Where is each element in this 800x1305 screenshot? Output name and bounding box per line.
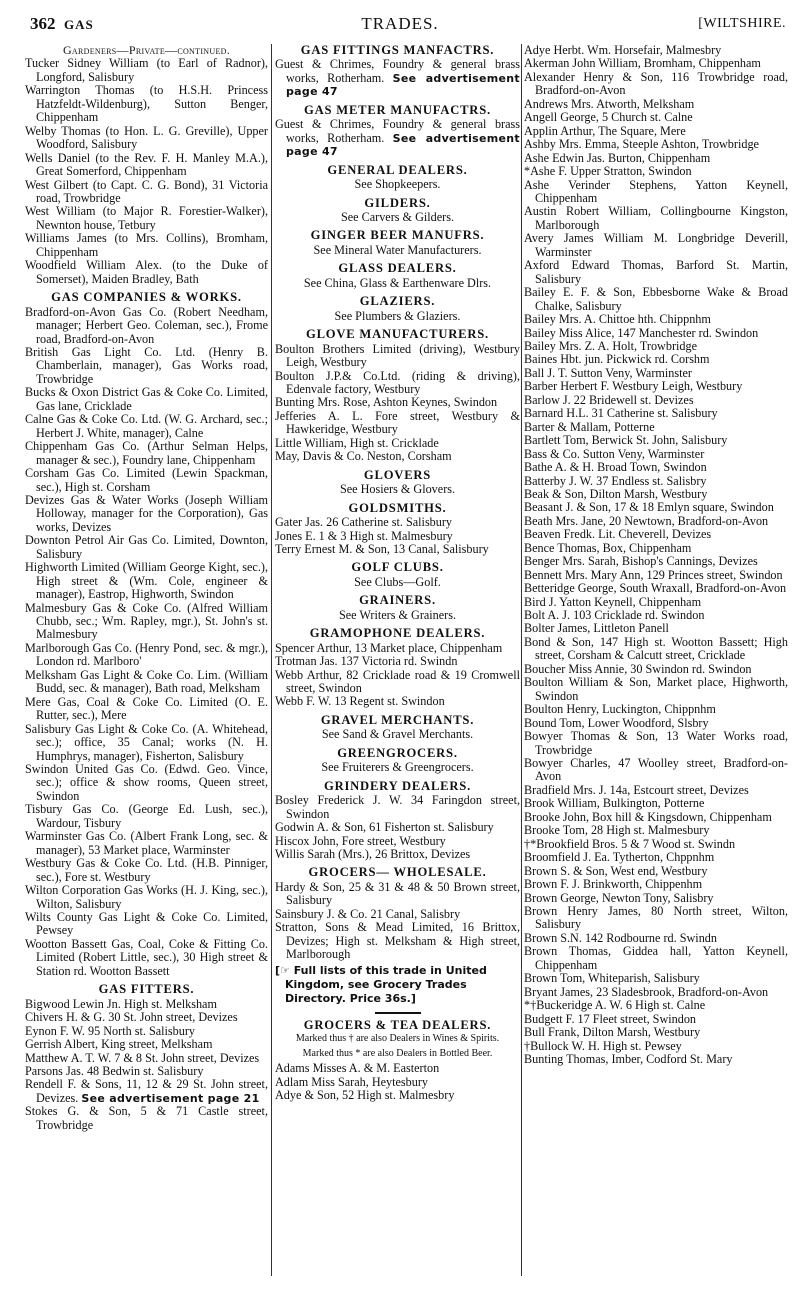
directory-entry: †Bullock W. H. High st. Pewsey (524, 1038, 682, 1053)
directory-entry: Bailey E. F. & Son, Ebbesborne Wake & Broad Chalke, Salisbury (524, 285, 788, 313)
trade-heading: GROCERS— WHOLESALE. (308, 865, 487, 880)
directory-entry: Matthew A. T. W. 7 & 8 St. John street, Devizes (25, 1050, 260, 1065)
directory-entry: Brooke John, Box hill & Kingsdown, Chippenham (524, 809, 772, 824)
trade-heading: GREENGROCERS. (337, 745, 458, 760)
directory-entry: Bolt A. J. 103 Cricklade rd. Swindon (524, 608, 705, 623)
cross-reference: See China, Glass & Earthenware Dlrs. (303, 275, 492, 290)
entry-text: Guest & Chrimes, Foundry & general brass works, Rotherham. (275, 117, 520, 145)
directory-entry: Webb F. W. 13 Regent st. Swindon (275, 694, 445, 709)
directory-entry: Broomfield J. Ea. Tytherton, Chppnhm (524, 850, 715, 865)
directory-entry: Bunting Thomas, Imber, Codford St. Mary (524, 1051, 733, 1066)
trade-heading: GILDERS. (364, 195, 431, 210)
directory-entry: Corsham Gas Co. Limited (Lewin Spackman, sec.), High st. Corsham (25, 466, 268, 494)
directory-entry: Devizes Gas & Water Works (Joseph William Holloway, manager for the Corporation), Gas works, Devizes (25, 492, 268, 534)
directory-entry: Williams James (to Mrs. Collins), Bromham, Chippenham (25, 231, 268, 259)
directory-entry: Bigwood Lewin Jn. High st. Melksham (25, 996, 217, 1011)
directory-entry: Woodfield William Alex. (to the Duke of Somerset), Maiden Bradley, Bath (25, 258, 268, 286)
cross-reference: See Hosiers & Glovers. (339, 482, 456, 497)
directory-entry: Willis Sarah (Mrs.), 26 Brittox, Devizes (275, 847, 471, 862)
directory-entry: *†Buckeridge A. W. 6 High st. Calne (524, 998, 706, 1013)
column-divider (271, 44, 272, 1276)
directory-entry: Tisbury Gas Co. (George Ed. Lush, sec.), Wardour, Tisbury (25, 802, 268, 830)
trade-heading: GRINDERY DEALERS. (323, 778, 472, 793)
directory-entry: Bailey Mrs. A. Chittoe hth. Chippnhm (524, 312, 711, 327)
trade-heading: GAS FITTINGS MANFACTRS. (300, 43, 495, 57)
directory-entry: Bucks & Oxon District Gas & Coke Co. Limited, Gas lane, Cricklade (25, 385, 268, 413)
directory-entry: Stokes G. & Son, 5 & 71 Castle street, Trowbridge (25, 1104, 268, 1132)
directory-entry: Boucher Miss Annie, 30 Swindon rd. Swindon (524, 661, 752, 676)
directory-entry: Terry Ernest M. & Son, 13 Canal, Salisbury (275, 541, 489, 556)
directory-entry: Sainsbury J. & Co. 21 Canal, Salisbry (275, 906, 461, 921)
trade-heading: GLASS DEALERS. (338, 261, 457, 276)
directory-entry: Bowyer Thomas & Son, 13 Water Works road, Trowbridge (524, 729, 788, 757)
directory-entry: Adye Herbt. Wm. Horsefair, Malmesbry (524, 43, 722, 57)
directory-entry: Melksham Gas Light & Coke Co. Lim. (William Budd, sec. & manager), Bath road, Melksham (25, 667, 268, 696)
directory-entry: Boulton J.P.& Co.Ltd. (riding & driving), Edenvale factory, Westbury (275, 368, 520, 396)
county-label: [WILTSHIRE. (698, 16, 786, 31)
directory-entry: Beaven Fredk. Lit. Cheverell, Devizes (524, 527, 712, 542)
advertisement-reference: See advertisement page 47 (286, 71, 520, 99)
directory-entry: Gater Jas. 26 Catherine st. Salisbury (275, 515, 453, 530)
directory-entry: Budgett F. 17 Fleet street, Swindon (524, 1011, 697, 1026)
marking-note: Marked thus † are also Dealers in Wines & Spirits. (295, 1033, 500, 1045)
directory-entry: Welby Thomas (to Hon. L. G. Greville), Upper Woodford, Salisbury (25, 123, 268, 152)
directory-entry: Barnard H.L. 31 Catherine st. Salisbury (524, 406, 718, 421)
directory-entry: Tucker Sidney William (to Earl of Radnor), Longford, Salisbury (25, 56, 268, 84)
directory-entry: Brown S. & Son, West end, Westbury (524, 863, 708, 878)
advertisement-reference: See advertisement page 47 (286, 131, 520, 159)
directory-entry: *Ashe F. Upper Stratton, Swindon (524, 164, 692, 179)
directory-entry: Avery James William M. Longbridge Deverill, Warminster (524, 231, 788, 259)
directory-entry: May, Davis & Co. Neston, Corsham (275, 449, 452, 464)
directory-entry: Swindon United Gas Co. (Edwd. Geo. Vince, sec.); office & show rooms, Queen street, Swindon (25, 762, 268, 803)
trade-heading: GENERAL DEALERS. (327, 162, 468, 177)
directory-entry: Brown F. J. Brinkworth, Chippenhm (524, 877, 703, 892)
directory-entry: Bowyer Charles, 47 Woolley street, Bradford-on-Avon (524, 756, 788, 784)
trade-heading: GRAMOPHONE DEALERS. (309, 626, 486, 641)
directory-entry: Wells Daniel (to the Rev. F. H. Manley M.A.), Great Somerford, Chippenham (25, 150, 268, 179)
directory-entry: Spencer Arthur, 13 Market place, Chippenham (275, 640, 503, 655)
directory-entry: Stratton, Sons & Mead Limited, 16 Brittox, Devizes; High st. Melksham & High street, Marlborough (275, 920, 520, 962)
directory-entry: Austin Robert William, Collingbourne Kingston, Marlborough (524, 204, 788, 232)
cross-reference: See Clubs—Golf. (354, 574, 441, 589)
directory-entry: Brown Thomas, Giddea hall, Yatton Keynell, Chippenham (524, 944, 788, 972)
marking-note: Marked thus * are also Dealers in Bottled Beer. (302, 1047, 493, 1059)
directory-entry: Benger Mrs. Sarah, Bishop's Cannings, Devizes (524, 554, 758, 569)
entry-text: Guest & Chrimes, Foundry & general brass works, Rotherham. (275, 57, 520, 85)
directory-entry: Boulton William & Son, Market place, Highworth, Swindon (524, 675, 788, 703)
directory-entry: Bull Frank, Dilton Marsh, Westbury (524, 1025, 701, 1040)
directory-entry: Ashe Edwin Jas. Burton, Chippenham (524, 150, 711, 165)
directory-entry: Alexander Henry & Son, 116 Trowbridge road, Bradford-on-Avon (524, 69, 788, 98)
directory-entry: Bound Tom, Lower Woodford, Slsbry (524, 715, 709, 730)
directory-entry: Highworth Limited (William George Kight, sec.), High street & (Wm. Cole, engineer & manager), Eastrop, Highworth, Swindon (25, 560, 268, 602)
directory-entry: Brook William, Bulkington, Potterne (524, 796, 705, 811)
directory-entry: Bailey Miss Alice, 147 Manchester rd. Swindon (524, 325, 759, 340)
directory-entry: Applin Arthur, The Square, Mere (524, 123, 686, 138)
trade-heading: GLAZIERS. (359, 294, 436, 309)
advertisement-reference: See advertisement page 21 (81, 1091, 260, 1105)
directory-entry: Wilton Corporation Gas Works (H. J. King, sec.), Wilton, Salisbury (25, 883, 268, 911)
trade-heading: GLOVERS (363, 467, 432, 482)
directory-entry: West William (to Major R. Forestier-Walker), Newnton house, Tetbury (25, 204, 268, 232)
directory-entry: Salisbury Gas Light & Coke Co. (A. Whitehead, sec.); office, 35 Canal; works (N. H. Humphrys, manager), Fisherton, Salisbury (25, 721, 268, 763)
column-divider (521, 44, 522, 1276)
directory-entry: Brown Henry James, 80 North street, Wilton, Salisbury (524, 904, 788, 932)
directory-entry: Eynon F. W. 95 North st. Salisbury (25, 1023, 195, 1038)
directory-entry: Akerman John William, Bromham, Chippenham (524, 56, 761, 71)
directory-entry: Parsons Jas. 48 Bedwin st. Salisbury (25, 1063, 204, 1078)
directory-entry: Wootton Bassett Gas, Coal, Coke & Fitting Co. Limited (Robert Little, sec.), 30 High street & Station rd. Wootton Bassett (25, 936, 268, 978)
trade-heading: GRAINERS. (359, 593, 436, 608)
directory-entry: Bird J. Yatton Keynell, Chippenham (524, 594, 702, 609)
directory-entry: Bryant James, 23 Sladesbrook, Bradford-on-Avon (524, 984, 769, 999)
directory-entry: Axford Edward Thomas, Barford St. Martin, Salisbury (524, 258, 788, 286)
directory-entry: Mere Gas, Coal & Coke Co. Limited (O. E. Rutter, sec.), Mere (25, 694, 268, 723)
directory-entry: Batterby J. W. 37 Endless st. Salisbry (524, 473, 707, 488)
directory-entry: Brown Tom, Whiteparish, Salisbury (524, 971, 700, 986)
directory-entry: Bunting Mrs. Rose, Ashton Keynes, Swindon (275, 395, 498, 410)
directory-entry: Malmesbury Gas & Coke Co. (Alfred William Chubb, sec.; Wm. Rapley, mgr.), St. John's st. Malmesbury (25, 600, 268, 642)
directory-entry: Andrews Mrs. Atworth, Melksham (524, 96, 695, 111)
directory-entry (25, 1078, 268, 1105)
column-1 (25, 44, 268, 1132)
cross-reference: See Fruiterers & Greengrocers. (321, 760, 474, 775)
section-rule (375, 1012, 421, 1014)
directory-entry: Bradford-on-Avon Gas Co. (Robert Needham, manager; Herbert Geo. Coleman, sec.), Frome road, Bradford-on-Avon (25, 304, 268, 346)
directory-entry: †*Brookfield Bros. 5 & 7 Wood st. Swindn (524, 836, 736, 851)
directory-entry (275, 118, 520, 158)
page-number: 362 (30, 14, 56, 33)
directory-entry: Bosley Frederick J. W. 34 Faringdon street, Swindon (275, 793, 520, 821)
directory-entry: Ball J. T. Sutton Veny, Warminster (524, 365, 692, 380)
directory-entry: Bennett Mrs. Mary Ann, 129 Princes street, Swindon (524, 567, 783, 582)
trade-heading: GINGER BEER MANUFRS. (310, 228, 485, 243)
directory-entry (275, 58, 520, 98)
page-title: TRADES. (361, 14, 439, 33)
directory-entry: Hiscox John, Fore street, Westbury (275, 833, 446, 848)
directory-entry: Jefferies A. L. Fore street, Westbury & Hawkeridge, Westbury (275, 408, 520, 437)
directory-entry: Boulton Brothers Limited (driving), Westbury Leigh, Westbury (275, 341, 520, 370)
directory-entry: Brooke Tom, 28 High st. Malmesbury (524, 823, 710, 838)
directory-entry: Bond & Son, 147 High st. Wootton Bassett; High street, Corsham & Calcutt street, Cricklade (524, 634, 788, 663)
trade-heading: GRAVEL MERCHANTS. (320, 712, 475, 727)
directory-entry: British Gas Light Co. Ltd. (Henry B. Chamberlain, manager), Gas Works road, Trowbridge (25, 344, 268, 386)
cross-reference: See Sand & Gravel Merchants. (321, 727, 474, 742)
directory-entry: Wilts County Gas Light & Coke Co. Limited, Pewsey (25, 910, 268, 938)
directory-entry: Bailey Mrs. Z. A. Holt, Trowbridge (524, 338, 697, 353)
directory-entry: Brown George, Newton Tony, Salisbry (524, 890, 714, 905)
directory-entry: Barber Herbert F. Westbury Leigh, Westbury (524, 379, 743, 394)
directory-entry: Westbury Gas & Coke Co. Ltd. (H.B. Pinniger, sec.), Fore st. Westbury (25, 856, 268, 884)
directory-entry: Marlborough Gas Co. (Henry Pond, sec. & mgr.), London rd. Marlboro' (25, 640, 268, 669)
directory-entry: Jones E. 1 & 3 High st. Malmesbury (275, 528, 453, 543)
directory-entry: Warrington Thomas (to H.S.H. Princess Hatzfeldt-Wildenburg), Sutton Benger, Chippenham (25, 83, 268, 125)
trade-heading: GAS COMPANIES & WORKS. (51, 290, 242, 305)
directory-entry: Brown S.N. 142 Rodbourne rd. Swindn (524, 930, 717, 945)
directory-entry: Ashe Verinder Stephens, Yatton Keynell, Chippenham (524, 177, 788, 205)
cross-reference: See Mineral Water Manufacturers. (313, 242, 482, 257)
directory-entry: Beasant J. & Son, 17 & 18 Emlyn square, Swindon (524, 500, 774, 515)
directory-entry: Webb Arthur, 82 Cricklade road & 19 Cromwell street, Swindon (275, 667, 520, 696)
directory-entry: Barlow J. 22 Bridewell st. Devizes (524, 392, 694, 407)
cross-reference: See Plumbers & Glaziers. (334, 308, 461, 323)
directory-entry: Chivers H. & G. 30 St. John street, Devizes (25, 1010, 238, 1025)
directory-entry: Trotman Jas. 137 Victoria rd. Swindn (275, 654, 458, 669)
trade-heading: GOLDSMITHS. (348, 500, 447, 515)
directory-entry: Godwin A. & Son, 61 Fisherton st. Salisbury (275, 820, 494, 835)
directory-entry: Adams Misses A. & M. Easterton (275, 1061, 440, 1076)
directory-entry: Bass & Co. Sutton Veny, Warminster (524, 446, 705, 461)
directory-entry: Adye & Son, 52 High st. Malmesbry (275, 1088, 455, 1102)
column-2 (275, 44, 520, 1102)
directory-entry: Boulton Henry, Luckington, Chippnhm (524, 702, 716, 717)
directory-entry: Angell George, 5 Church st. Calne (524, 110, 693, 125)
trade-heading: GOLF CLUBS. (351, 560, 444, 575)
directory-entry: Barter & Mallam, Potterne (524, 419, 655, 434)
continued-heading: Gardeners—Private—continued. (62, 43, 231, 57)
entry-text: Rendell F. & Sons, 11, 12 & 29 St. John street, Devizes. (25, 1077, 268, 1105)
trade-heading: GROCERS & TEA DEALERS. (303, 1017, 492, 1032)
column-3 (524, 44, 788, 1066)
directory-entry: West Gilbert (to Capt. C. G. Bond), 31 Victoria road, Trowbridge (25, 177, 268, 205)
directory-entry: Bathe A. & H. Broad Town, Swindon (524, 460, 707, 475)
cross-reference: See Shopkeepers. (354, 177, 441, 192)
directory-entry: Betteridge George, South Wraxall, Bradford-on-Avon (524, 581, 787, 596)
trade-heading: GLOVE MANUFACTURERS. (306, 327, 489, 342)
directory-entry: Bartlett Tom, Berwick St. John, Salisbury (524, 433, 728, 448)
directory-entry: Baines Hbt. jun. Pickwick rd. Corshm (524, 352, 710, 367)
directory-entry: Beak & Son, Dilton Marsh, Westbury (524, 486, 708, 501)
directory-entry: Bolter James, Littleton Panell (524, 621, 669, 636)
directory-entry: Adlam Miss Sarah, Heytesbury (275, 1074, 428, 1089)
trade-heading: GAS METER MANUFACTRS. (304, 102, 491, 117)
advertisement-note: [☞ Full lists of this trade in United Kingdom, see Grocery Trades Directory. Price 36s.] (275, 963, 487, 1005)
directory-entry: Ashby Mrs. Emma, Steeple Ashton, Trowbridge (524, 137, 759, 152)
section-word: GAS (64, 17, 94, 32)
directory-entry: Chippenham Gas Co. (Arthur Selman Helps, manager & sec.), Foundry lane, Chippenham (25, 439, 268, 467)
directory-entry: Beath Mrs. Jane, 20 Newtown, Bradford-on-Avon (524, 513, 769, 528)
directory-entry: Bence Thomas, Box, Chippenham (524, 540, 692, 555)
directory-entry: Calne Gas & Coke Co. Ltd. (W. G. Archard, sec.; Herbert J. White, manager), Calne (25, 412, 268, 440)
page-header (0, 14, 800, 38)
trade-heading: GAS FITTERS. (98, 982, 195, 997)
directory-entry: Downton Petrol Air Gas Co. Limited, Downton, Salisbury (25, 533, 268, 561)
directory-entry: Bradfield Mrs. J. 14a, Estcourt street, Devizes (524, 782, 749, 797)
directory-entry: Hardy & Son, 25 & 31 & 48 & 50 Brown street, Salisbury (275, 879, 520, 908)
directory-entry: Warminster Gas Co. (Albert Frank Long, sec. & manager), 53 Market place, Warminster (25, 829, 268, 857)
cross-reference: See Writers & Grainers. (338, 607, 457, 622)
directory-entry: Gerrish Albert, King street, Melksham (25, 1037, 213, 1052)
directory-entry: Little William, High st. Cricklade (275, 435, 439, 450)
cross-reference: See Carvers & Gilders. (340, 209, 455, 224)
